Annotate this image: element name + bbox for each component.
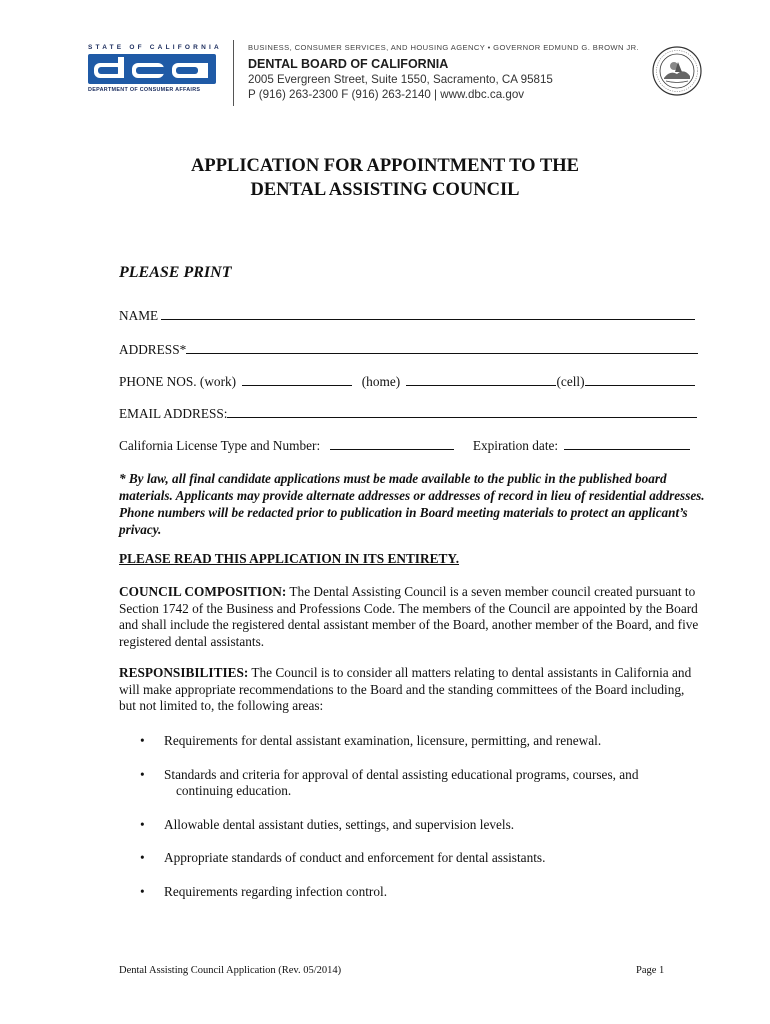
letterhead-divider bbox=[233, 40, 234, 106]
email-input-line[interactable] bbox=[227, 405, 697, 418]
email-label: EMAIL ADDRESS: bbox=[119, 406, 228, 421]
license-label: California License Type and Number: bbox=[119, 438, 321, 453]
bullet-icon: • bbox=[140, 883, 145, 899]
name-label: NAME bbox=[119, 308, 159, 323]
bullet-icon: • bbox=[140, 816, 145, 832]
form-title-line-1: APPLICATION FOR APPOINTMENT TO THE bbox=[191, 156, 579, 176]
phone-cell-input-line[interactable] bbox=[585, 373, 695, 386]
council-composition-paragraph bbox=[119, 584, 699, 650]
dca-department-text: DEPARTMENT OF CONSUMER AFFAIRS bbox=[88, 87, 201, 93]
public-disclosure-note: * By law, all final candidate applications must be made available to the public in the published board materials. Applicants may provide alternate addresses or addresses of record in lieu of residential addresses. Phone numbers will be redacted prior to publication in Board meeting materials to protect an applicant’s privacy. bbox=[119, 471, 705, 537]
responsibilities-text: The Council is to consider all matters relating to dental assistants in California and will make appropriate recommendations to the Board and the standing committees of the Board including, but not limited to, the following areas: bbox=[119, 665, 692, 714]
name-input-line[interactable] bbox=[161, 307, 695, 320]
list-item-continuation: continuing education. bbox=[176, 783, 292, 799]
list-item bbox=[140, 733, 700, 750]
license-input-line[interactable] bbox=[330, 437, 454, 450]
list-item bbox=[140, 767, 700, 800]
expiration-label: Expiration date: bbox=[472, 438, 559, 453]
list-item-text: Requirements regarding infection control. bbox=[164, 883, 388, 899]
form-title-line-2: DENTAL ASSISTING COUNCIL bbox=[250, 180, 520, 200]
dca-logo-mark bbox=[88, 54, 216, 84]
email-row bbox=[119, 405, 697, 422]
list-item-text: Allowable dental assistant duties, settings, and supervision levels. bbox=[164, 816, 515, 832]
board-contact: P (916) 263-2300 F (916) 263-2140 | www.dbc.ca.gov bbox=[248, 88, 525, 101]
dca-logo bbox=[88, 44, 220, 93]
phone-row bbox=[119, 373, 695, 390]
board-name: DENTAL BOARD OF CALIFORNIA bbox=[248, 57, 449, 71]
bullet-icon: • bbox=[140, 766, 145, 782]
responsibility-list bbox=[140, 733, 700, 918]
phone-work-input-line[interactable] bbox=[242, 373, 352, 386]
address-input-line[interactable] bbox=[186, 341, 698, 354]
phone-home-label: (home) bbox=[361, 374, 401, 389]
bullet-icon: • bbox=[140, 733, 145, 748]
list-item bbox=[140, 850, 700, 867]
board-address: 2005 Evergreen Street, Suite 1550, Sacramento, CA 95815 bbox=[248, 73, 553, 86]
please-print-heading: PLEASE PRINT bbox=[119, 264, 232, 281]
california-seal-icon bbox=[652, 46, 702, 96]
agency-line: BUSINESS, CONSUMER SERVICES, AND HOUSING AGENCY • GOVERNOR EDMUND G. BROWN JR. bbox=[248, 43, 639, 52]
bullet-icon: • bbox=[140, 850, 145, 866]
list-item-text: Standards and criteria for approval of dental assisting educational programs, courses, and bbox=[164, 766, 639, 782]
list-item-text: Requirements for dental assistant examination, licensure, permitting, and renewal. bbox=[164, 733, 602, 748]
read-entirety-notice: PLEASE READ THIS APPLICATION IN ITS ENTIRETY. bbox=[119, 551, 460, 566]
list-item-text: Appropriate standards of conduct and enforcement for dental assistants. bbox=[164, 850, 546, 866]
footer-page-number: Page 1 bbox=[636, 965, 665, 976]
responsibilities-paragraph bbox=[119, 665, 699, 715]
footer-revision: Dental Assisting Council Application (Rev. 05/2014) bbox=[119, 965, 342, 976]
phone-cell-label: (cell) bbox=[556, 374, 585, 389]
address-row bbox=[119, 341, 698, 358]
license-row bbox=[119, 437, 690, 454]
council-composition-heading: COUNCIL COMPOSITION: bbox=[119, 584, 287, 599]
list-item bbox=[140, 817, 700, 834]
name-row bbox=[119, 307, 695, 324]
council-composition-text: The Dental Assisting Council is a seven member council created pursuant to Section 1742 of the Business and Professions Code. The members of the Council are appointed by the Board and shall include the registered dental assistant member of the Board, another member of the Board, and five registered dental assistants. bbox=[119, 584, 699, 649]
responsibilities-heading: RESPONSIBILITIES: bbox=[119, 665, 249, 680]
address-label: ADDRESS* bbox=[119, 342, 187, 357]
list-item bbox=[140, 884, 700, 901]
state-of-california-text: STATE OF CALIFORNIA bbox=[88, 44, 222, 51]
phone-work-label: PHONE NOS. (work) bbox=[119, 374, 237, 389]
phone-home-input-line[interactable] bbox=[406, 373, 556, 386]
expiration-input-line[interactable] bbox=[564, 437, 690, 450]
